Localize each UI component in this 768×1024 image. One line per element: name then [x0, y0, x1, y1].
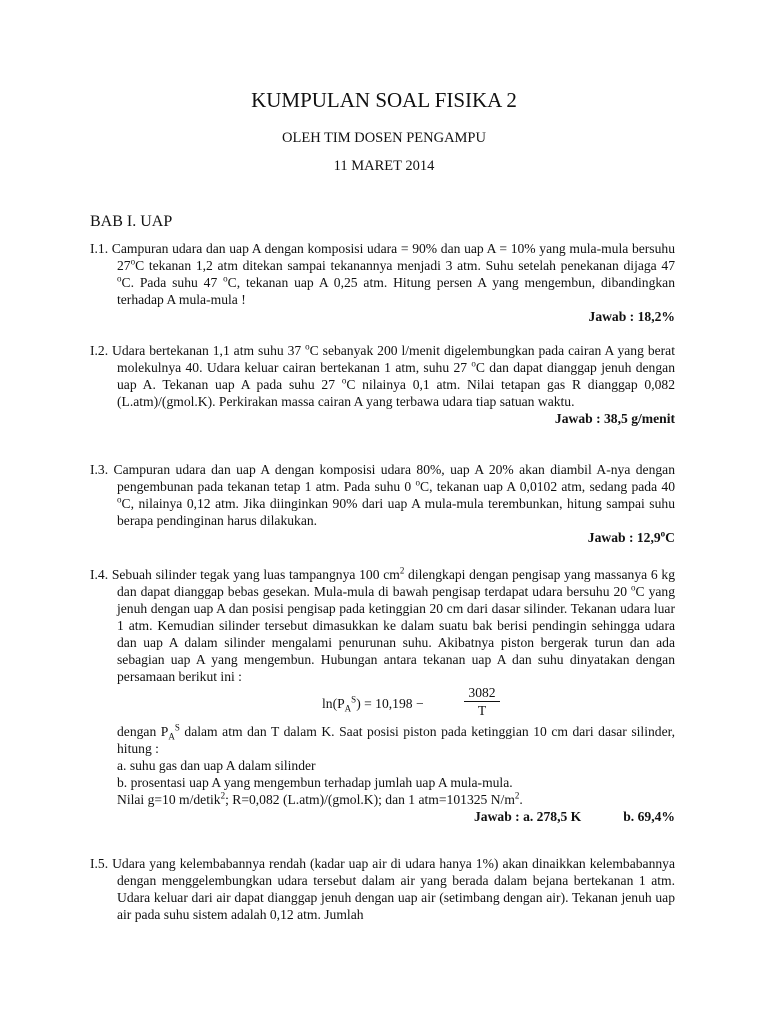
problem-4-answer-a: Jawab : a. 278,5 K: [474, 809, 582, 824]
problem-4-constants: Nilai g=10 m/detik$^2$; R=0,082 (L.atm)/(gmol.K); dan 1 atm=101325 $N/m^2$.: [117, 790, 523, 807]
document-title: KUMPULAN SOAL FISIKA 2: [251, 88, 517, 112]
problem-4-item-a: a. suhu gas dan uap A dalam silinder: [117, 758, 316, 773]
problem-3-text: I.3. Campuran udara dan uap A dengan komposisi udara 80%, uap A 20% akan diambil A-nya dengan pengembunan pada tekanan tetap 1 atm. Pada suhu 0 $^o$C, tekanan uap A 0,0102 atm, sedang pada 40 $^o$C, nilainya 0,12 atm. Jika diinginkan 90% dari uap A mula-mula terembunkan, hitung sampai suhu berapa pendinginan harus dilakukan.: [90, 462, 675, 528]
squared-sign: 2: [399, 565, 405, 576]
degree-sign: o: [341, 375, 347, 386]
problem-4-answer-b: b. 69,4%: [623, 809, 675, 824]
problem-5: [90, 855, 675, 923]
degree-sign: o: [117, 494, 122, 505]
problem-2-answer: Jawab : 38,5 g/menit: [554, 411, 675, 426]
problem-3-answer: Jawab : 12,9$^o$C: [587, 528, 675, 545]
problem-1: [90, 240, 675, 325]
problem-4-item-b: b. prosentasi uap A yang mengembun terhadap jumlah uap A mula-mula.: [117, 775, 513, 790]
problem-2: [90, 342, 675, 427]
squared-sign: 2: [514, 790, 520, 801]
degree-sign: o: [471, 358, 476, 369]
formula-lhs: $\ln(P_A^S) = 10,198$ −: [322, 694, 424, 714]
problem-3: [90, 461, 675, 546]
document-author: OLEH TIM DOSEN PENGAMPU: [282, 130, 486, 146]
degree-sign: o: [130, 256, 136, 267]
vapor-pressure-formula: [90, 685, 675, 723]
degree-sign: o: [305, 341, 310, 352]
formula-fraction: [464, 685, 500, 720]
problem-5-text: I.5. Udara yang kelembabannya rendah (kadar uap air di udara hanya 1%) akan dinaikkan kelembabannya dengan menggelembungkan udara tersebut dalam air yang berada dalam bejana bertekanan 1 atm. Udara keluar dari air dapat dianggap jenuh dengan uap air (setimbang dengan air). Tekanan jenuh uap air pada suhu sistem adalah 0,12 atm. Jumlah: [90, 856, 675, 922]
problem-4-answer: [90, 808, 675, 825]
problem-4-question: dengan $P_A^S$ dalam atm dan T dalam K. Saat posisi piston pada ketinggian 10 cm dari dasar silinder, hitung :: [117, 722, 675, 756]
section-heading: BAB I. UAP: [90, 213, 173, 230]
formula-numerator: 3082: [464, 685, 500, 702]
degree-sign: o: [660, 528, 666, 539]
degree-sign: o: [631, 582, 636, 593]
document-date: 11 MARET 2014: [333, 158, 435, 174]
degree-sign: o: [223, 273, 228, 284]
problem-4: [90, 566, 675, 825]
formula-denominator: T: [477, 703, 487, 718]
problem-4-text: I.4. Sebuah silinder tegak yang luas tampangnya 100 $cm^2$ dilengkapi dengan pengisap yang massanya 6 kg dan dapat dianggap bebas gesekan. Mula-mula di bawah pengisap terdapat udara bersuhu 20 $^o$C yang jenuh dengan uap A dan posisi pengisap pada ketinggian 20 cm dari dasar silinder. Tekanan udara luar 1 atm. Kemudian silinder tersebut dimasukkan ke dalam suatu bak berisi pendingin sehingga udara dan uap A dalam silinder mengalami penurunan suhu. Akibatnya piston bergerak turun dan ada sebagian uap A yang mengembun. Hubungan antara tekanan uap A dan suhu dinyatakan dengan persamaan berikut ini :: [90, 565, 675, 684]
degree-sign: o: [117, 273, 122, 284]
problem-2-text: I.2. Udara bertekanan 1,1 atm suhu 37 $^o$C sebanyak 200 l/menit digelembungkan pada cairan A yang berat molekulnya 40. Udara keluar cairan bertekanan 1 atm, suhu 27 $^o$C dan dapat dianggap jenuh dengan uap A. Tekanan uap A pada suhu 27 $^o$C nilainya 0,1 atm. Nilai tetapan gas R dianggap 0,082 (L.atm)/(gmol.K). Perkirakan massa cairan A yang terbawa udara tiap satuan waktu.: [90, 341, 675, 409]
squared-sign: 2: [220, 790, 226, 801]
problem-1-text: I.1. Campuran udara dan uap A dengan komposisi udara = 90% dan uap A = 10% yang mula-mula bersuhu 27$^o$C tekanan 1,2 atm ditekan sampai tekanannya menjadi 3 atm. Suhu setelah penekanan dijaga 47 $^o$C. Pada suhu 47 $^o$C, tekanan uap A 0,25 atm. Hitung persen A yang mengembun, dibandingkan terhadap A mula-mula !: [90, 241, 675, 307]
problem-1-answer: Jawab : 18,2%: [588, 309, 675, 324]
degree-sign: o: [415, 477, 420, 488]
